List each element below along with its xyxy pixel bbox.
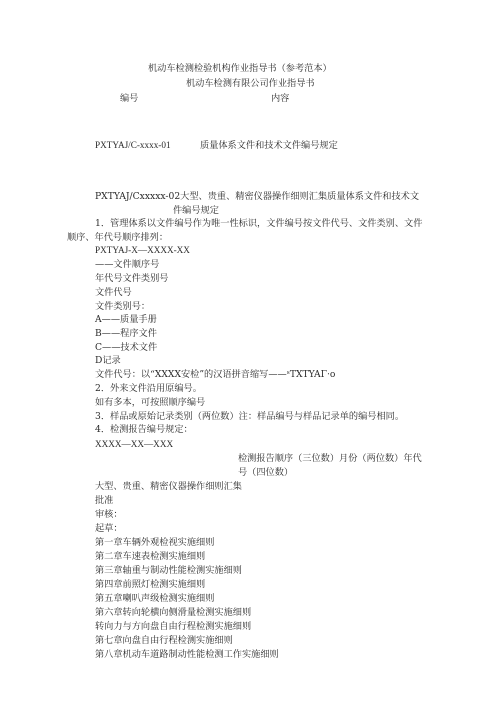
report-description-line1: 检测报告顺序（三位数）月份（两位数）年代 [238, 453, 422, 464]
paragraph-2: 2．外来文件沿用原编号。 [95, 383, 202, 394]
chapter-item: 第五章喇叭声级检测实施细则 [95, 593, 215, 604]
doc-code-label: 文件代号 [95, 287, 132, 298]
paragraph-4: 4．检测报告编号规定： [95, 424, 193, 435]
document-subtitle: 机动车检测有限公司作业指导书 [186, 78, 315, 89]
category-c: C——技术文件 [95, 342, 158, 353]
approve-label: 批准 [95, 495, 114, 506]
category-a: A——质量手册 [95, 314, 157, 325]
report-description-line2: 号（四位数） [238, 467, 294, 478]
chapter-item: 第六章转向轮横向侧滑量检测实施细则 [95, 607, 252, 618]
year-category-label: 年代号文件类别号 [95, 273, 169, 284]
column-header-number: 编号 [120, 93, 139, 104]
category-b: B——程序文件 [95, 328, 157, 339]
column-header-content: 内容 [271, 93, 290, 104]
sequence-label: ——文件顺序号 [95, 259, 160, 270]
row2-line2: 件编号规定 [173, 205, 219, 216]
category-d: D记录 [95, 355, 121, 366]
chapter-item: 第七章向盘自由行程检测实施细则 [95, 635, 233, 646]
paragraph-1-line1: 1．管理体系以文件编号作为唯一性标识，文件编号按文件代号、文件类别、文件 [95, 218, 423, 229]
code-pattern: PXTYAJ-X—XXXX-XX [95, 245, 190, 255]
draft-label: 起草： [95, 523, 123, 534]
compilation-title: 大型、贵重、精密仪器操作细则汇集 [95, 481, 242, 492]
chapter-item: 第二章车速表检测实施细则 [95, 551, 206, 562]
chapter-item: 第八章机动车道路制动性能检测工作实施细则 [95, 649, 279, 660]
row2-line1: PXTYAJ/Cxxxxx-02大型、贵重、精密仪器操作细则汇集质量体系文件和技术文 [95, 191, 420, 202]
chapter-item: 第四章前照灯检测实施细则 [95, 579, 206, 590]
report-pattern: XXXX—XX—XXX [95, 439, 174, 449]
review-label: 审核： [95, 509, 123, 520]
category-label: 文件类别号： [95, 301, 151, 312]
chapter-item: 第三章轴重与制动性能检测实施细则 [95, 565, 242, 576]
chapter-item: 转向力与方向盘自由行程检测实施细则 [95, 621, 252, 632]
paragraph-2b: 如有多本，可按照顺序编号 [95, 397, 206, 408]
paragraph-1-line2: 顺序、年代号顺序排列： [67, 232, 169, 243]
paragraph-3: 3．样品或原始记录类别（两位数）注：样品编号与样品记录单的编号相同。 [95, 411, 405, 422]
chapter-item: 第一章车辆外观检视实施细则 [95, 537, 215, 548]
document-title: 机动车检测检验机构作业指导书（参考范本） [148, 63, 332, 74]
row1-description: 质量体系文件和技术文件编号规定 [200, 140, 338, 151]
pinyin-note: 文件代号：以“XXXX安检”的汉语拼音缩写——ˢTXTYAΓ‧o [95, 369, 336, 380]
row1-code: PXTYAJ/C-xxxx-01 [95, 140, 171, 150]
